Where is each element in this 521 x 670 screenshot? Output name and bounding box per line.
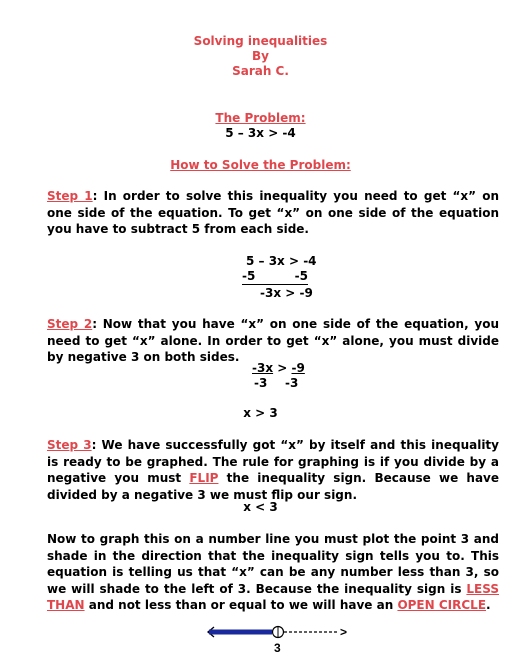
step2-paragraph bbox=[47, 316, 499, 366]
work2-num-left: -3x bbox=[252, 361, 274, 375]
work1-minus-right: -5 bbox=[262, 268, 308, 285]
problem-equation: 5 – 3x > -4 bbox=[225, 126, 296, 140]
work2-op: > bbox=[273, 361, 292, 375]
step1-text: : In order to solve this inequality you need to get “x” on one side of the equation. To get “x” on one side of the equation you have to subtract 5 from each side. bbox=[47, 189, 499, 236]
problem-heading: The Problem: bbox=[215, 111, 306, 125]
work2-den-right: -3 bbox=[285, 376, 299, 390]
step3-paragraph bbox=[47, 437, 499, 503]
work1-result: -3x > -9 bbox=[260, 286, 313, 300]
work2-result: x > 3 bbox=[243, 406, 278, 420]
graph-text-c: . bbox=[486, 598, 491, 612]
step3-label: Step 3 bbox=[47, 438, 92, 452]
doc-title: Solving inequalities bbox=[193, 34, 328, 48]
point-label: 3 bbox=[274, 641, 281, 655]
doc-by: By bbox=[252, 49, 269, 63]
work2-den-left: -3 bbox=[254, 376, 268, 390]
work2-numerator bbox=[252, 360, 305, 376]
step1-paragraph bbox=[47, 188, 499, 238]
less-than-highlight: LESS THAN bbox=[47, 581, 499, 612]
number-line bbox=[200, 622, 360, 658]
flip-highlight: FLIP bbox=[189, 471, 219, 485]
flipped-result: x < 3 bbox=[243, 500, 278, 514]
step2-text: : Now that you have “x” on one side of the equation, you need to get “x” alone. In order to get “x” alone, you must divide by negative 3 on both sides. bbox=[47, 317, 499, 364]
work1-minus-left: -5 bbox=[242, 268, 262, 285]
step3-text-b: the inequality sign. Because we have divided by a negative 3 we must flip our sign. bbox=[47, 471, 500, 502]
step1-label: Step 1 bbox=[47, 189, 93, 203]
graph-paragraph bbox=[47, 531, 499, 614]
work1-line1: 5 – 3x > -4 bbox=[246, 254, 317, 268]
open-circle-highlight: OPEN CIRCLE bbox=[397, 598, 487, 612]
step3-text-a: : We have successfully got “x” by itself and this inequality is ready to be graphed. The rule for graphing is if you divide by a negative you must bbox=[47, 438, 499, 485]
work2-num-right: -9 bbox=[291, 361, 305, 375]
how-to-heading: How to Solve the Problem: bbox=[170, 158, 351, 172]
step2-label: Step 2 bbox=[47, 317, 93, 331]
graph-text-b: and not less than or equal to we will have an bbox=[84, 598, 398, 612]
right-arrow-label: > bbox=[340, 625, 348, 639]
graph-text-a: Now to graph this on a number line you must plot the point 3 and shade in the direction that the inequality sign tells you to. This equation is telling us that “x” can be any number less than 3, so we will shade to the left of 3. Because the inequality sign is bbox=[47, 532, 499, 596]
doc-author: Sarah C. bbox=[232, 64, 289, 78]
